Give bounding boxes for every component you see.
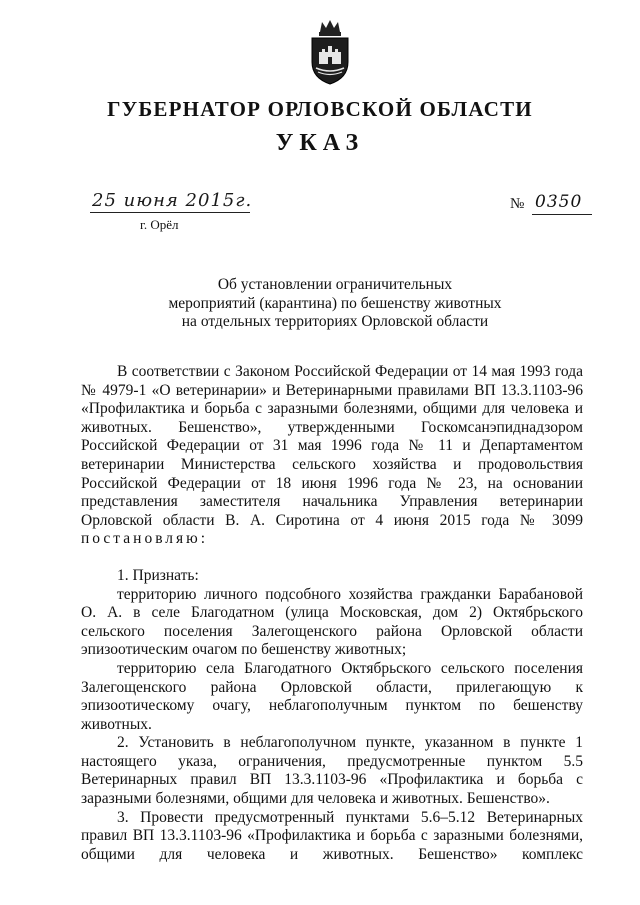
number-underline bbox=[532, 214, 592, 215]
subject-line: Об установлении ограничительных bbox=[217, 276, 453, 293]
governor-title: ГУБЕРНАТОР ОРЛОВСКОЙ ОБЛАСТИ bbox=[107, 97, 533, 121]
decree-body bbox=[81, 363, 583, 864]
decree-title: УКАЗ bbox=[275, 130, 365, 156]
date-handwritten: 25 июня 2015г. bbox=[92, 190, 253, 211]
subject-line: мероприятий (карантина) по бешенству животных bbox=[168, 294, 502, 312]
subject-line: на отдельных территориях Орловской области bbox=[181, 313, 489, 330]
decree-verb: постановляю: bbox=[81, 530, 209, 548]
item-1-b: территорию села Благодатного Октябрьского сельского поселения Залегощенского района Орловской области, прилегающую к эпизоотическому очагу, неблагополучным пунктом по бешенству животных. bbox=[81, 659, 583, 733]
number-handwritten: 0350 bbox=[535, 192, 583, 212]
item-3: 3. Провести предусмотренный пунктами 5.6–5.12 Ветеринарных правил ВП 13.3.1103-96 «Профилактика и борьба с заразными болезнями, общими для человека и животных. Бешенство» комплекс bbox=[81, 808, 583, 863]
number-label: № bbox=[510, 196, 525, 212]
preamble-paragraph bbox=[81, 363, 583, 549]
preamble-text: В соответствии с Законом Российской Федерации от 14 мая 1993 года № 4979-1 «О ветеринарии» и Ветеринарными правилами ВП 13.3.1103-96 «Профилактика и борьба с заразными болезнями, общими для человека и животных. Бешенство», утвержденными Госкомсанэпиднадзором Российской Федерации от 31 мая 1996 года № 11 и Департаментом ветеринарии Министерства сельского хозяйства и продовольствия Российской Федерации от 18 июня 1996 года № 23, на основании представления заместителя начальника Управления ветеринарии Орловской области В. А. Сиротина от 4 июня 2015 года № 3099 bbox=[81, 363, 583, 529]
item-2: 2. Установить в неблагополучном пункте, указанном в пункте 1 настоящего указа, ограничения, предусмотренные пунктом 5.5 Ветеринарных правил ВП 13.3.1103-96 «Профилактика и борьба с заразными болезнями, общими для человека и животных. Бешенство». bbox=[81, 734, 583, 808]
decree-number bbox=[510, 192, 592, 220]
decree-subject bbox=[0, 276, 640, 332]
city-name: г. Орёл bbox=[140, 217, 179, 232]
coat-of-arms-icon bbox=[306, 18, 354, 86]
item-1-heading: 1. Признать: bbox=[117, 566, 199, 584]
date-underline bbox=[90, 212, 250, 213]
item-1-a: территорию личного подсобного хозяйства гражданки Барабановой О. А. в селе Благодатном (улица Московская, дом 2) Октябрьского сельского поселения Залегощенского района Орловской области эпизоотическим очагом по бешенству животных; bbox=[81, 585, 583, 659]
decree-date bbox=[90, 190, 253, 216]
